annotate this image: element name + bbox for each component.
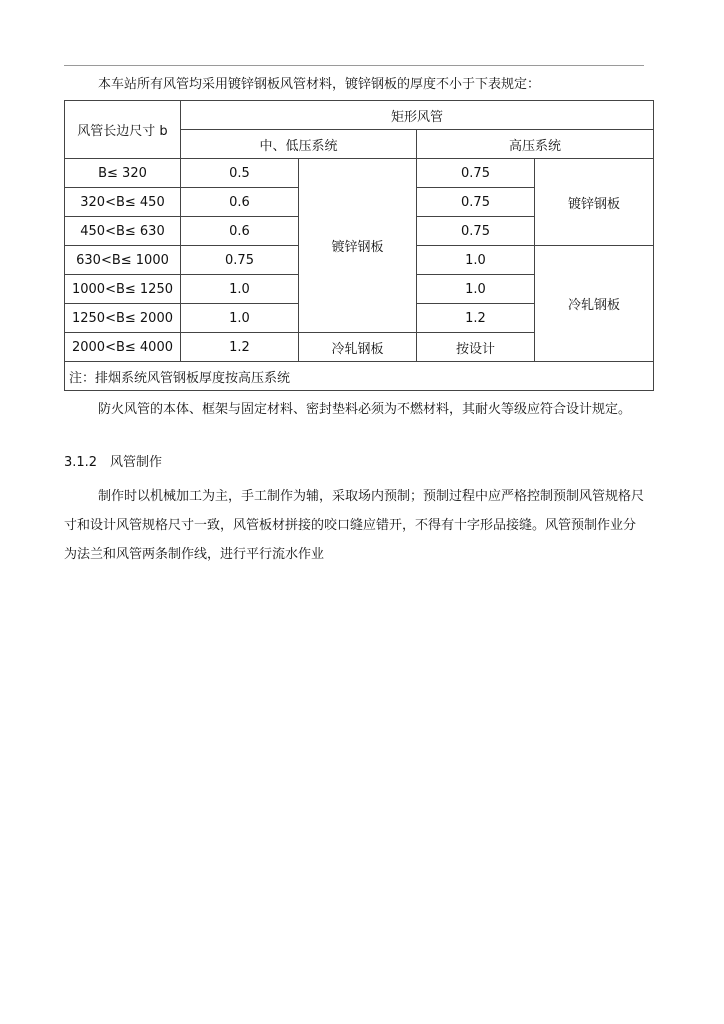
high-thickness-cell: 0.75	[417, 159, 535, 188]
range-cell: 2000<B≤ 4000	[65, 333, 181, 362]
intro-paragraph: 本车站所有风管均采用镀锌钢板风管材料，镀锌钢板的厚度不小于下表规定：	[98, 77, 541, 92]
range-cell: 450<B≤ 630	[65, 217, 181, 246]
table-note: 注：排烟系统风管钢板厚度按高压系统	[65, 362, 654, 391]
section-number: 3.1.2	[64, 455, 98, 470]
steel-thickness-table	[64, 100, 654, 391]
mid-low-thickness-cell: 0.5	[181, 159, 299, 188]
header-medium-low-pressure: 中、低压系统	[181, 130, 417, 159]
material-galvanized-high-cell: 镀锌钢板	[535, 159, 654, 246]
high-thickness-cell: 1.0	[417, 275, 535, 304]
mid-low-thickness-cell: 1.0	[181, 275, 299, 304]
high-thickness-cell: 按设计	[417, 333, 535, 362]
fabrication-paragraph: 制作时以机械加工为主，手工制作为辅，采取场内预制；预制过程中应严格控制预制风管规格尺寸和设计风管规格尺寸一致，风管板材拼接的咬口缝应错开，不得有十字形品接缝。风管预制作业分为法兰和风管两条制作线，进行平行流水作业	[64, 489, 645, 562]
header-high-pressure: 高压系统	[417, 130, 654, 159]
range-cell: 630<B≤ 1000	[65, 246, 181, 275]
high-thickness-cell: 0.75	[417, 217, 535, 246]
material-galvanized-mid-cell: 镀锌钢板	[299, 159, 417, 333]
mid-low-thickness-cell: 0.6	[181, 217, 299, 246]
high-thickness-cell: 1.2	[417, 304, 535, 333]
mid-low-thickness-cell: 0.6	[181, 188, 299, 217]
mid-low-thickness-cell: 1.0	[181, 304, 299, 333]
range-cell: 1000<B≤ 1250	[65, 275, 181, 304]
header-dimension: 风管长边尺寸 b	[65, 101, 181, 159]
range-cell: B≤ 320	[65, 159, 181, 188]
range-cell: 1250<B≤ 2000	[65, 304, 181, 333]
mid-low-thickness-cell: 0.75	[181, 246, 299, 275]
material-cold-mid-cell: 冷轧钢板	[299, 333, 417, 362]
range-cell: 320<B≤ 450	[65, 188, 181, 217]
header-rule	[64, 65, 644, 66]
header-rectangular-duct: 矩形风管	[181, 101, 654, 130]
fire-duct-paragraph: 防火风管的本体、框架与固定材料、密封垫料必须为不燃材料，其耐火等级应符合设计规定。	[98, 402, 632, 417]
mid-low-thickness-cell: 1.2	[181, 333, 299, 362]
section-title: 风管制作	[110, 455, 163, 470]
high-thickness-cell: 1.0	[417, 246, 535, 275]
table-row	[65, 159, 654, 188]
section-heading	[64, 452, 162, 474]
material-cold-high-cell: 冷轧钢板	[535, 246, 654, 362]
high-thickness-cell: 0.75	[417, 188, 535, 217]
